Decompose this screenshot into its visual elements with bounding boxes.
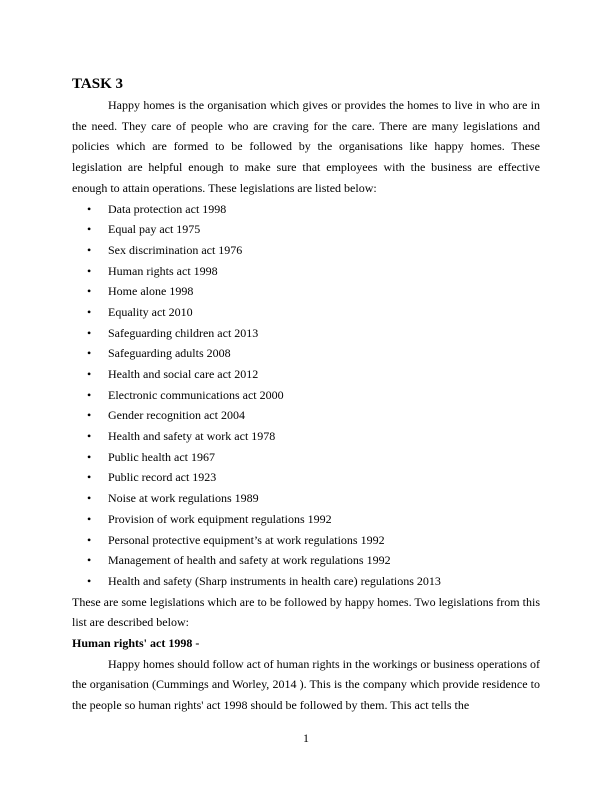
summary-paragraph: These are some legislations which are to be followed by happy homes. Two legislations from this list are described below:: [72, 594, 540, 630]
list-item-label: Electronic communications act 2000: [108, 387, 284, 402]
bullet-icon: •: [87, 449, 92, 464]
list-item-label: Sex discrimination act 1976: [108, 242, 243, 257]
list-item-label: Public health act 1967: [108, 449, 215, 464]
list-item: [72, 219, 540, 240]
bullet-icon: •: [87, 491, 92, 506]
list-item: [72, 199, 540, 220]
list-item-label: Health and safety at work act 1978: [108, 429, 276, 444]
list-item-label: Human rights act 1998: [108, 263, 218, 278]
legislation-list: [72, 199, 540, 592]
list-item: [72, 240, 540, 261]
intro-paragraph: Happy homes is the organisation which gives or provides the homes to live in who are in the need. They care of people who are craving for the care. There are many legislations and policies which are formed to be followed by the organisations like happy homes. These legislation are helpful enough to make sure that employees with the business are effective enough to attain operations. These legislations are listed below:: [72, 98, 540, 195]
list-item-label: Noise at work regulations 1989: [108, 491, 259, 506]
bullet-icon: •: [87, 367, 92, 382]
list-item-label: Provision of work equipment regulations 1992: [108, 511, 332, 526]
body-paragraph: Happy homes should follow act of human rights in the workings or business operations of the organisation (Cummings and Worley, 2014 ). This is the company which provide residence to the people so human rights' act 1998 should be followed by them. This act tells the: [72, 656, 540, 713]
bullet-icon: •: [87, 201, 92, 216]
list-item-label: Data protection act 1998: [108, 201, 227, 216]
bullet-icon: •: [87, 387, 92, 402]
list-item: [72, 364, 540, 385]
list-item: [72, 323, 540, 344]
list-item: [72, 509, 540, 530]
bullet-icon: •: [87, 284, 92, 299]
list-item: [72, 467, 540, 488]
list-item-label: Public record act 1923: [108, 470, 217, 485]
list-item-label: Home alone 1998: [108, 284, 194, 299]
list-item: [72, 281, 540, 302]
list-item-label: Safeguarding adults 2008: [108, 346, 231, 361]
bullet-icon: •: [87, 429, 92, 444]
page-number: 1: [303, 731, 309, 745]
task-heading: TASK 3: [72, 76, 123, 92]
list-item-label: Health and social care act 2012: [108, 367, 259, 382]
bullet-icon: •: [87, 470, 92, 485]
bullet-icon: •: [87, 408, 92, 423]
list-item-label: Management of health and safety at work regulations 1992: [108, 553, 391, 568]
bullet-icon: •: [87, 325, 92, 340]
list-item-label: Safeguarding children act 2013: [108, 325, 259, 340]
list-item: [72, 385, 540, 406]
list-item: [72, 571, 540, 592]
list-item: [72, 426, 540, 447]
bullet-icon: •: [87, 346, 92, 361]
bullet-icon: •: [87, 553, 92, 568]
bullet-icon: •: [87, 511, 92, 526]
bullet-icon: •: [87, 573, 92, 588]
list-item-label: Gender recognition act 2004: [108, 408, 245, 423]
human-rights-subheading: Human rights' act 1998 -: [72, 635, 200, 650]
list-item-label: Equal pay act 1975: [108, 222, 201, 237]
list-item: [72, 261, 540, 282]
bullet-icon: •: [87, 242, 92, 257]
list-item: [72, 302, 540, 323]
bullet-icon: •: [87, 263, 92, 278]
list-item: [72, 447, 540, 468]
list-item-label: Personal protective equipment’s at work regulations 1992: [108, 532, 385, 547]
bullet-icon: •: [87, 304, 92, 319]
bullet-icon: •: [87, 532, 92, 547]
list-item: [72, 550, 540, 571]
bullet-icon: •: [87, 222, 92, 237]
list-item-label: Health and safety (Sharp instruments in health care) regulations 2013: [108, 573, 441, 588]
list-item-label: Equality act 2010: [108, 304, 193, 319]
list-item: [72, 343, 540, 364]
document-page: [72, 74, 540, 716]
list-item: [72, 530, 540, 551]
list-item: [72, 488, 540, 509]
list-item: [72, 405, 540, 426]
